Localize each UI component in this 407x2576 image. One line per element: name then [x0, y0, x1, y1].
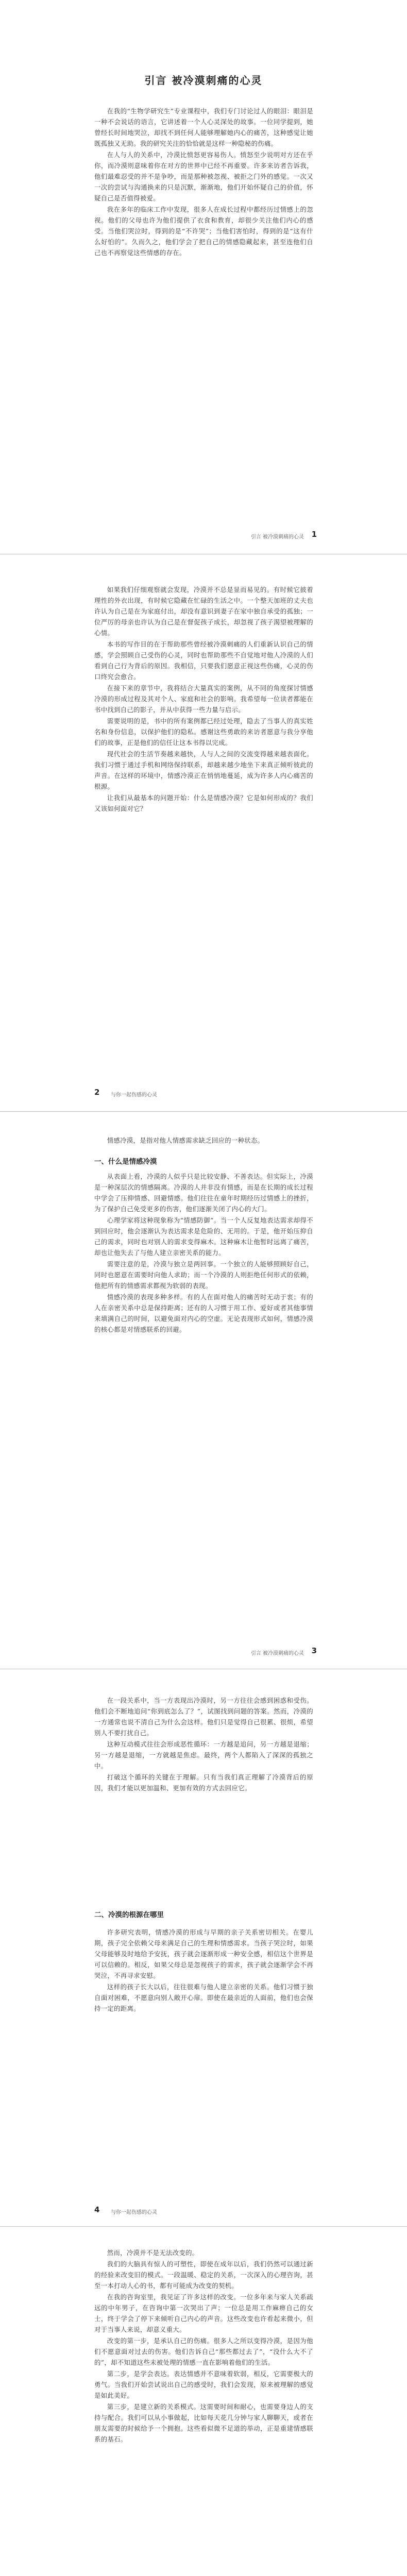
page-footer-label: 与你一起伤感的心灵 — [111, 1092, 157, 1098]
page-3 — [0, 1112, 407, 1668]
paragraph: 本书的写作目的在于帮助那些曾经被冷漠刺痛的人们重新认识自己的情感，学会照顾自己受伤的心灵，同时也帮助那些不自觉地对他人冷漠的人们看到自己行为背后的原因。我相信，只要我们愿意正视这些伤痛，心灵的伤口终究会愈合。 — [94, 640, 313, 681]
paragraph: 需要说明的是，书中的所有案例都已经过处理，隐去了当事人的真实姓名和身份信息，以保护他们的隐私。感谢这些勇敢的来访者愿意与我分享他们的故事，正是他们的信任让这本书得以完成。 — [94, 717, 313, 747]
paragraph: 需要注意的是，冷漠与独立是两回事。一个独立的人能够照顾好自己，同时也愿意在需要时向他人求助；而一个冷漠的人则拒绝任何形式的依赖，他把所有的情感需求都视为软弱的表现。 — [94, 1260, 313, 1290]
paragraph: 然而，冷漠并不是无法改变的。 — [107, 2249, 199, 2257]
page-number: 1 — [311, 530, 317, 539]
page-number: 4 — [94, 2205, 100, 2214]
paragraph: 在我的“生物学研究生”专业课程中，我们专门讨论过人的眼泪：眼泪是一种不会说话的语言，它讲述着一个人心灵深处的故事。一位同学提到，她曾经长时间地哭泣，却找不到任何人能够理解她内心的痛苦，这种感觉让她既孤独又无助。我的研究关注的恰恰就是这样一种隐秘的伤痛。 — [94, 107, 313, 147]
paragraph: 这样的孩子长大以后，往往很难与他人建立亲密的关系。他们习惯于独自面对困难，不愿意向别人敞开心扉。即使在最亲近的人面前，他们也会保持一定的距离。 — [94, 1983, 313, 2012]
paragraph: 情感冷漠，是指对他人情感需求缺乏回应的一种状态。 — [107, 1137, 264, 1144]
paragraph: 在一段关系中，当一方表现出冷漠时，另一方往往会感到困惑和受伤。他们会不断地追问“你到底怎么了？”，试图找到问题的答案。然而，冷漠的一方通常也说不清自己为什么会这样。他们只是觉得自己很累、很烦，希望别人不要打扰自己。 — [94, 1697, 313, 1737]
page-5 — [0, 2227, 407, 2576]
paragraph: 在我的咨询室里，我见证了许多这样的改变。一位多年来与家人关系疏远的中年男子，在咨询中第一次哭出了声；一位总是用工作麻痹自己的女士，终于学会了停下来倾听自己内心的声音。这些改变也许看起来微小，但对于当事人来说，却意义重大。 — [94, 2293, 313, 2333]
paragraph: 在接下来的章节中，我将结合大量真实的案例，从不同的角度探讨情感冷漠的形成过程及其对个人、家庭和社会的影响。我希望每一位读者都能在书中找到自己的影子，并从中获得一些力量与启示。 — [94, 684, 313, 714]
paragraph: 打破这个循环的关键在于理解。只有当我们真正理解了冷漠背后的原因，我们才能以更加温和、更加有效的方式去回应它。 — [94, 1773, 313, 1792]
page-number: 2 — [94, 1088, 100, 1097]
page-footer-label: 引言 被冷漠刺痛的心灵 — [250, 534, 304, 540]
paragraph: 从表面上看，冷漠的人似乎只是比较安静、不善表达。但实际上，冷漠是一种深层次的情感隔离。冷漠的人并非没有情感，而是在长期的成长过程中学会了压抑情感、回避情感。他们往往在童年时期经历过情感上的挫折，为了保护自己免受更多的伤害，他们逐渐关闭了内心的大门。 — [94, 1173, 313, 1213]
paragraph: 情感冷漠的表现多种多样。有的人在面对他人的痛苦时无动于衷；有的人在亲密关系中总是保持距离；还有的人习惯于用工作、爱好或者其他事情来填满自己的时间，以避免面对内心的空虚。无论表现形式如何，情感冷漠的核心都是对情感联系的回避。 — [94, 1293, 313, 1333]
paragraph: 让我们从最基本的问题开始：什么是情感冷漠？它是如何形成的？我们又该如何面对它？ — [94, 794, 313, 812]
paragraph: 在人与人的关系中，冷漠比愤怒更容易伤人。愤怒至少说明对方还在乎你，而冷漠则意味着你在对方的世界中已经不再重要。许多来访者告诉我，他们最难忍受的并不是争吵，而是那种被忽视、被拒之门外的感觉。一次又一次的尝试与沟通换来的只是沉默，渐渐地，他们开始怀疑自己的价值，怀疑自己是否值得被爱。 — [94, 151, 313, 202]
section-lead — [94, 1135, 313, 1146]
paragraph: 我们的大脑具有惊人的可塑性，即使在成年以后，我们仍然可以通过新的经验来改变旧的模式。一段温暖、稳定的关系，一次深入的心理咨询，甚至一本打动人心的书，都有可能成为改变的契机。 — [94, 2260, 313, 2290]
page-number: 3 — [311, 1646, 317, 1655]
body-text — [94, 1695, 313, 1794]
paragraph: 如果我们仔细观察就会发现，冷漠并不总是显而易见的。有时候它披着理性的外衣出现，有时候它隐藏在忙碌的生活之中。一个整天加班的丈夫也许认为自己是在为家庭付出，却没有意识到妻子在家中独自承受的孤独；一位严厉的母亲也许认为自己是在督促孩子成长，却忽视了孩子渴望被理解的心情。 — [94, 586, 313, 637]
section-heading: 二、冷漠的根源在哪里 — [94, 1911, 164, 1919]
body-text — [94, 2247, 313, 2445]
section-heading: 一、什么是情感冷漠 — [94, 1158, 157, 1166]
paragraph: 我在多年的临床工作中发现，很多人在成长过程中都经历过情感上的忽视。他们的父母也许为他们提供了衣食和教育，却很少关注他们内心的感受。当他们哭泣时，得到的是“不许哭”；当他们害怕时，得到的是“这有什么好怕的”。久而久之，他们学会了把自己的情感隐藏起来，甚至连他们自己也不再察觉这些情感的存在。 — [94, 206, 313, 257]
page-footer-label: 与你一起伤感的心灵 — [111, 2210, 157, 2215]
chapter-title: 引言 被冷漠刺痛的心灵 — [144, 74, 263, 87]
paragraph: 这种互动模式往往会形成恶性循环：一方越是追问，另一方越是退缩；另一方越是退缩，一方就越是焦虑。最终，两个人都陷入了深深的孤独之中。 — [94, 1740, 313, 1770]
page-2 — [0, 554, 407, 1111]
page-1 — [0, 0, 407, 554]
body-text — [94, 1927, 313, 2014]
paragraph: 第三步，是建立新的关系模式。这需要时间和耐心，也需要身边人的支持与配合。我们可以从小事做起，比如每天花几分钟与家人聊聊天，或者在朋友需要的时候给予一个拥抱。这些看似微不足道的举动，正是重建情感联系的基石。 — [94, 2403, 313, 2443]
page-4 — [0, 1669, 407, 2226]
paragraph: 第二步，是学会表达。表达情感并不意味着软弱，相反，它需要极大的勇气。当我们开始尝试说出自己的感受时，我们会发现，原来被理解的感觉是如此美好。 — [94, 2370, 313, 2399]
paragraph: 改变的第一步，是承认自己的伤痛。很多人之所以变得冷漠，是因为他们不愿意面对过去的伤害。他们告诉自己“那些都过去了”，“没什么大不了的”，却不知道这些未被处理的情感一直在影响着他们的生活。 — [94, 2337, 313, 2366]
paragraph: 心理学家将这种现象称为“情感防御”。当一个人反复地表达需求却得不到回应时，他会逐渐认为表达需求是危险的、无用的。于是，他开始压抑自己的需求，同时也对别人的需求变得麻木。这种麻木让他暂时远离了痛苦，却也让他失去了与他人建立亲密关系的能力。 — [94, 1216, 313, 1257]
paragraph: 现代社会的生活节奏越来越快，人与人之间的交流变得越来越表面化。我们习惯于通过手机和网络保持联系，却越来越少地坐下来真正倾听彼此的声音。在这样的环境中，情感冷漠正在悄悄地蔓延，成为许多人内心痛苦的根源。 — [94, 750, 313, 790]
body-text — [94, 1171, 313, 1335]
body-text — [94, 584, 313, 815]
chapter-intro — [94, 106, 313, 259]
page-footer-label: 引言 被冷漠刺痛的心灵 — [250, 1651, 304, 1656]
paragraph: 许多研究表明，情感冷漠的形成与早期的亲子关系密切相关。在婴儿期，孩子完全依赖父母来满足自己的生理和情感需求。当孩子哭泣时，如果父母能够及时地给予安抚，孩子就会逐渐形成一种安全感，相信这个世界是可以信赖的。相反，如果父母总是忽视孩子的需求，孩子就会逐渐学会不再哭泣，不再寻求安慰。 — [94, 1928, 313, 1979]
